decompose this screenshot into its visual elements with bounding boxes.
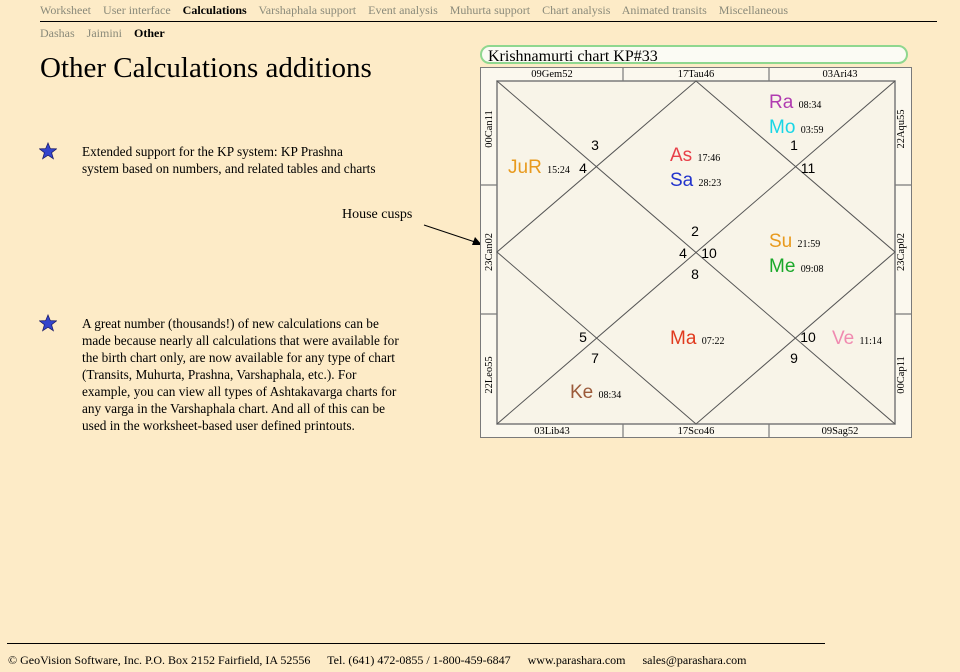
cusp-top-3: 03Ari43 — [822, 69, 858, 80]
nav-event-analysis[interactable]: Event analysis — [368, 3, 438, 17]
footer-phone: Tel. (641) 472-0855 / 1-800-459-6847 — [327, 653, 511, 667]
cusp-top-2: 17Tau46 — [677, 69, 715, 80]
cusp-left-3: 22Leo55 — [484, 356, 495, 394]
cusp-bottom-1: 03Lib43 — [534, 426, 570, 437]
planet-mo: Mo 03:59 — [769, 117, 824, 138]
kp-chart — [480, 67, 912, 438]
cusp-left-1: 00Can11 — [484, 110, 495, 148]
nav-miscellaneous[interactable]: Miscellaneous — [718, 3, 789, 17]
footer-email-link[interactable]: sales@parashara.com — [642, 653, 747, 667]
planet-me: Me 09:08 — [769, 256, 824, 277]
nav-worksheet[interactable]: Worksheet — [40, 3, 92, 17]
cusp-left-2: 23Can02 — [484, 233, 495, 271]
cusp-right-1: 22Aqu55 — [896, 109, 907, 149]
chart-title: Krishnamurti chart KP#33 — [480, 45, 908, 64]
bullet-kp-system: Extended support for the KP system: KP Prashna system based on numbers, and related tables and charts — [82, 144, 376, 176]
house-cusps-callout: House cusps — [342, 207, 413, 222]
house-number: 9 — [790, 350, 798, 366]
nav-divider — [40, 21, 937, 22]
house-number: 7 — [591, 350, 599, 366]
nav-varshaphala-support[interactable]: Varshaphala support — [258, 3, 357, 17]
star-bullet-icon — [39, 142, 57, 160]
nav-calculations[interactable]: Calculations — [182, 3, 247, 17]
house-number: 1 — [790, 137, 798, 153]
house-number: 10 — [701, 245, 717, 261]
bullet-new-calculations: A great number (thousands!) of new calculations can be made because nearly all calculations that were available for the birth chart only, are now available for any type of chart (Transits, Muhurta, Prashna, Varshaphala, etc.). For example, you can view all types of Ashtakavarga charts for any varga in the Varshaphala chart. And all of this can be used in the worksheet-based user defined printouts. — [82, 316, 399, 433]
house-number: 2 — [691, 223, 699, 239]
nav-chart-analysis[interactable]: Chart analysis — [542, 3, 611, 17]
planet-ma: Ma 07:22 — [670, 328, 725, 349]
footer-divider — [7, 643, 825, 644]
subnav-dashas[interactable]: Dashas — [40, 26, 75, 40]
nav-animated-transits[interactable]: Animated transits — [621, 3, 707, 17]
cusp-bottom-2: 17Sco46 — [677, 426, 715, 437]
planet-ve: Ve 11:14 — [832, 328, 882, 349]
nav-muhurta-support[interactable]: Muhurta support — [449, 3, 531, 17]
planet-as: As 17:46 — [670, 145, 721, 166]
subnav-other[interactable]: Other — [134, 26, 165, 40]
footer — [8, 653, 761, 668]
house-number: 8 — [691, 266, 699, 282]
star-bullet-icon — [39, 314, 57, 332]
planet-ra: Ra 08:34 — [769, 92, 822, 113]
house-number: 3 — [591, 137, 599, 153]
nav-user-interface[interactable]: User interface — [103, 3, 171, 17]
planet-su: Su 21:59 — [769, 231, 821, 252]
page-title: Other Calculations additions — [40, 52, 372, 84]
house-number: 4 — [679, 245, 687, 261]
house-number: 10 — [800, 329, 816, 345]
footer-website-link[interactable]: www.parashara.com — [527, 653, 626, 667]
cusp-bottom-3: 09Sag52 — [821, 426, 859, 437]
secondary-nav — [40, 26, 174, 41]
planet-sa: Sa 28:23 — [670, 170, 722, 191]
cusp-top-1: 09Gem52 — [531, 69, 573, 80]
footer-address: © GeoVision Software, Inc. P.O. Box 2152 Fairfield, IA 52556 — [8, 653, 311, 667]
planet-ke: Ke 08:34 — [570, 382, 622, 403]
subnav-jaimini[interactable]: Jaimini — [86, 26, 123, 40]
planet-jur: JuR 15:24 — [508, 157, 570, 178]
house-number: 5 — [579, 329, 587, 345]
cusp-right-3: 00Cap11 — [896, 356, 907, 394]
primary-nav — [40, 3, 797, 18]
cusp-right-2: 23Cap02 — [896, 233, 907, 271]
house-number: 11 — [800, 160, 816, 176]
house-number: 4 — [579, 160, 587, 176]
